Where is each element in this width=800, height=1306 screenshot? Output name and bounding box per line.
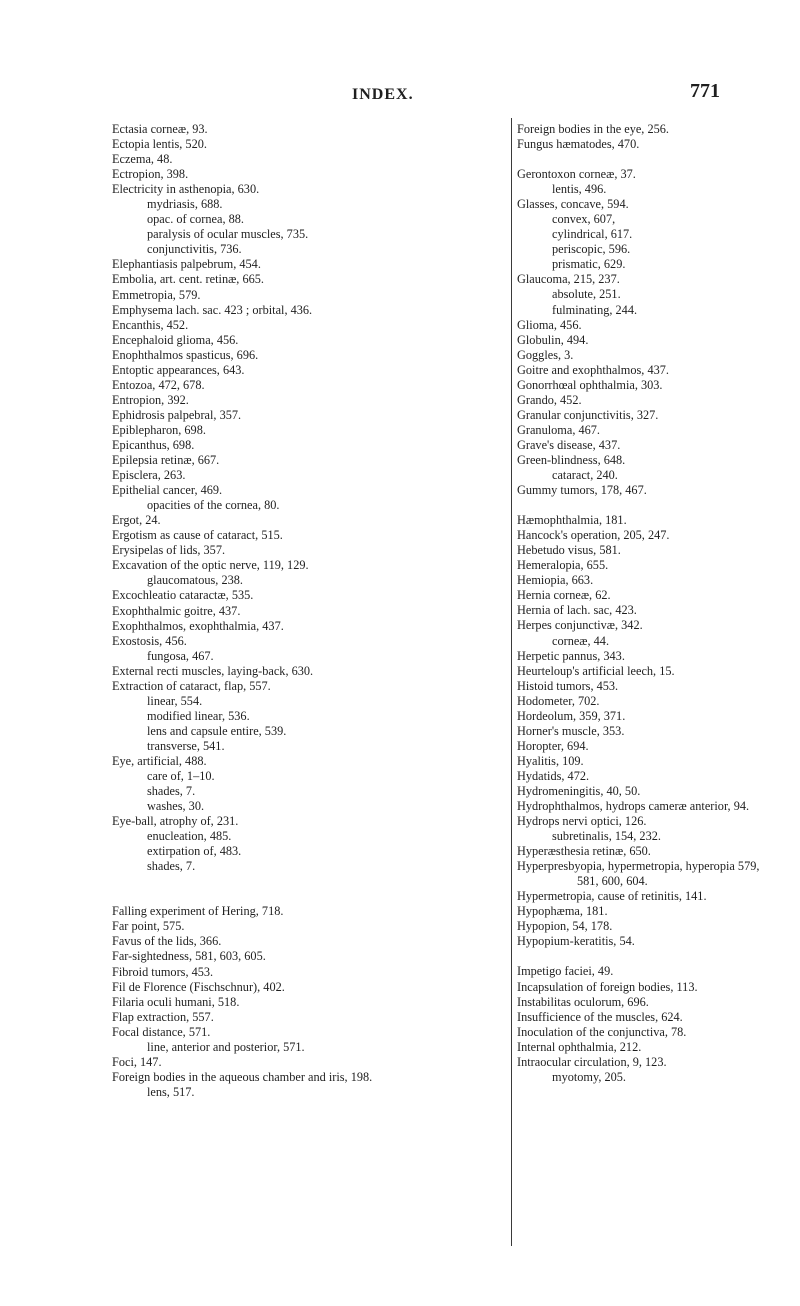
page-number: 771 [690,80,720,102]
index-entry: Hypermetropia, cause of retinitis, 141. [517,889,707,904]
index-subentry: paralysis of ocular muscles, 735. [147,227,309,242]
index-entry: Green-blindness, 648. [517,452,626,467]
index-column-left [112,122,502,1100]
index-entry: Favus of the lids, 366. [112,934,222,949]
index-entry: Flap extraction, 557. [112,1009,214,1024]
index-entry: Grando, 452. [517,392,582,407]
index-subentry: shades, 7. [147,859,196,874]
index-entry: Epilepsia retinæ, 667. [112,453,220,468]
index-entry: Insufficience of the muscles, 624. [517,1009,683,1024]
index-subentry: opacities of the cornea, 80. [147,498,280,513]
index-entry: Hydromeningitis, 40, 50. [517,783,641,798]
index-entry: Filaria oculi humani, 518. [112,994,240,1009]
index-entry: Gummy tumors, 178, 467. [517,483,647,498]
index-subentry: corneæ, 44. [552,633,610,648]
index-entry: Foreign bodies in the eye, 256. [517,122,669,136]
index-entry: Granular conjunctivitis, 327. [517,407,659,422]
index-entry: Hydrophthalmos, hydrops cameræ anterior, 94. [517,799,750,814]
index-subentry: cylindrical, 617. [552,227,633,242]
index-entry: Excavation of the optic nerve, 119, 129. [112,558,309,573]
index-entry: Hemiopia, 663. [517,573,594,588]
index-entry: Hyperpresbyopia, hypermetropia, hyperopia 579, [517,859,760,874]
index-subentry: line, anterior and posterior, 571. [147,1039,305,1054]
index-entry: Falling experiment of Hering, 718. [112,904,284,919]
index-entry: External recti muscles, laying-back, 630. [112,663,314,678]
index-entry: Internal ophthalmia, 212. [517,1039,642,1054]
index-subentry: myotomy, 205. [552,1069,627,1084]
index-entry: Glioma, 456. [517,317,582,332]
index-entry: Epicanthus, 698. [112,437,195,452]
index-entry: Eye, artificial, 488. [112,753,207,768]
index-entry: Hebetudo visus, 581. [517,543,621,558]
index-subentry: prismatic, 629. [552,257,626,272]
index-subentry: modified linear, 536. [147,708,250,723]
index-subentry: opac. of cornea, 88. [147,212,244,227]
index-entry: Far point, 575. [112,919,185,934]
index-entry: Hypopium-keratitis, 54. [517,934,635,949]
index-entry: Horner's muscle, 353. [517,723,625,738]
index-entry: Embolia, art. cent. retinæ, 665. [112,272,264,287]
index-entry: Encanthis, 452. [112,317,189,332]
index-entry: Hydatids, 472. [517,768,590,783]
section-gap [517,949,792,964]
index-entry: Encephaloid glioma, 456. [112,332,239,347]
index-entry: Elephantiasis palpebrum, 454. [112,257,261,272]
index-entry: Horopter, 694. [517,738,589,753]
index-subentry: periscopic, 596. [552,242,631,257]
index-entry: Hancock's operation, 205, 247. [517,528,670,543]
index-column-right [517,122,792,1085]
index-subentry: enucleation, 485. [147,829,232,844]
index-entry: Ephidrosis palpebral, 357. [112,407,242,422]
index-entry: Ectasia corneæ, 93. [112,122,208,136]
section-gap [112,874,502,889]
index-entry: Hemeralopia, 655. [517,558,609,573]
index-entry: Ectropion, 398. [112,167,189,182]
index-entry: Emphysema lach. sac. 423 ; orbital, 436. [112,302,313,317]
index-entry: Hypophæma, 181. [517,904,608,919]
index-entry: Focal distance, 571. [112,1024,211,1039]
index-entry: Entropion, 392. [112,392,189,407]
index-entry: Fungus hæmatodes, 470. [517,137,640,152]
index-entry: Entozoa, 472, 678. [112,377,205,392]
index-subentry: lentis, 496. [552,182,607,197]
index-entry: Exostosis, 456. [112,633,187,648]
index-entry: Goggles, 3. [517,347,574,362]
index-subentry: transverse, 541. [147,738,225,753]
index-entry: Inoculation of the conjunctiva, 78. [517,1024,687,1039]
index-subentry: lens and capsule entire, 539. [147,723,287,738]
index-entry: Herpes conjunctivæ, 342. [517,618,643,633]
index-entry: Foreign bodies in the aqueous chamber and iris, 198. [112,1069,373,1084]
index-entry: Ergot, 24. [112,513,161,528]
index-subentry: fungosa, 467. [147,648,214,663]
index-entry: Grave's disease, 437. [517,437,621,452]
index-subentry: cataract, 240. [552,468,618,483]
index-entry: Incapsulation of foreign bodies, 113. [517,979,698,994]
index-entry: Hyperæsthesia retinæ, 650. [517,844,651,859]
index-entry: Hordeolum, 359, 371. [517,708,626,723]
index-entry: Epithelial cancer, 469. [112,483,223,498]
index-entry: Episclera, 263. [112,468,186,483]
index-entry: Hæmophthalmia, 181. [517,513,627,528]
index-subentry: absolute, 251. [552,287,621,302]
index-entry: Extraction of cataract, flap, 557. [112,678,271,693]
index-subentry: subretinalis, 154, 232. [552,829,661,844]
index-entry: Goitre and exophthalmos, 437. [517,362,669,377]
index-entry: Glasses, concave, 594. [517,197,629,212]
index-entry: Eczema, 48. [112,152,173,167]
index-entry: Impetigo faciei, 49. [517,964,614,979]
index-entry: Histoid tumors, 453. [517,678,619,693]
section-gap [517,498,792,513]
index-entry: Exophthalmic goitre, 437. [112,603,241,618]
index-entry: Hydrops nervi optici, 126. [517,814,647,829]
index-entry: Hernia of lach. sac, 423. [517,603,637,618]
index-entry: Entoptic appearances, 643. [112,362,245,377]
index-entry: Eye-ball, atrophy of, 231. [112,814,239,829]
index-entry: Exophthalmos, exophthalmia, 437. [112,618,284,633]
index-subentry: extirpation of, 483. [147,844,242,859]
index-subentry: care of, 1–10. [147,769,215,784]
index-entry: Herpetic pannus, 343. [517,648,625,663]
page-header-title: INDEX. [352,86,414,103]
index-entry: Gonorrhœal ophthalmia, 303. [517,377,663,392]
index-entry: Emmetropia, 579. [112,287,201,302]
index-entry: Electricity in asthenopia, 630. [112,182,260,197]
index-subentry: lens, 517. [147,1084,195,1099]
index-entry: Fibroid tumors, 453. [112,964,214,979]
index-subentry: washes, 30. [147,799,205,814]
index-entry: Ectopia lentis, 520. [112,137,207,152]
section-gap [112,889,502,904]
index-entry: Erysipelas of lids, 357. [112,543,226,558]
index-entry: Hodometer, 702. [517,693,600,708]
column-divider [511,118,512,1246]
index-entry: Epiblepharon, 698. [112,422,206,437]
index-entry: Foci, 147. [112,1054,162,1069]
index-entry: Enophthalmos spasticus, 696. [112,347,259,362]
index-entry: Intraocular circulation, 9, 123. [517,1054,667,1069]
index-entry: Heurteloup's artificial leech, 15. [517,663,675,678]
index-subentry: 581, 600, 604. [577,874,648,889]
index-subentry: shades, 7. [147,784,196,799]
index-entry: Far-sightedness, 581, 603, 605. [112,949,266,964]
index-subentry: fulminating, 244. [552,302,638,317]
index-entry: Hernia corneæ, 62. [517,588,611,603]
index-entry: Globulin, 494. [517,332,589,347]
index-entry: Hyalitis, 109. [517,753,584,768]
index-subentry: mydriasis, 688. [147,197,223,212]
index-subentry: glaucomatous, 238. [147,573,243,588]
index-subentry: linear, 554. [147,693,203,708]
index-entry: Instabilitas oculorum, 696. [517,994,649,1009]
index-entry: Granuloma, 467. [517,422,600,437]
index-subentry: conjunctivitis, 736. [147,242,242,257]
index-entry: Ergotism as cause of cataract, 515. [112,528,283,543]
index-entry: Excochleatio cataractæ, 535. [112,588,254,603]
index-entry: Hypopion, 54, 178. [517,919,613,934]
index-entry: Gerontoxon corneæ, 37. [517,167,636,182]
index-entry: Fil de Florence (Fischschnur), 402. [112,979,285,994]
index-entry: Glaucoma, 215, 237. [517,272,620,287]
index-subentry: convex, 607, [552,212,616,227]
section-gap [517,152,792,167]
